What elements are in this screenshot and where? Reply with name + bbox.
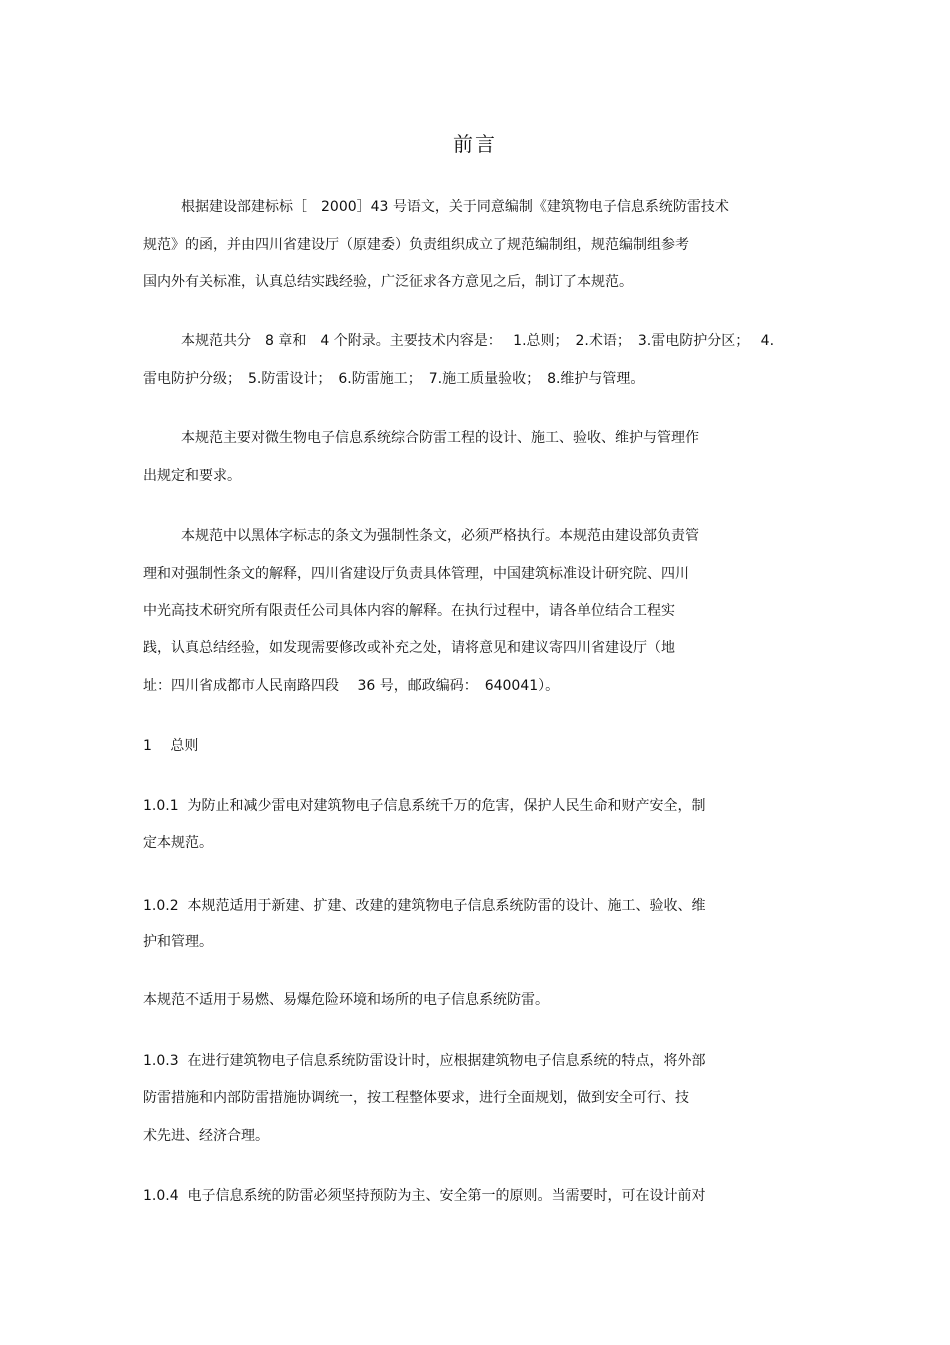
paragraph-line: 践，认真总结经验，如发现需要修改或补充之处，请将意见和建议寄四川省建设厅（地 — [143, 640, 675, 656]
clause-line: 术先进、经济合理。 — [143, 1128, 269, 1144]
paragraph-line: 根据建设部建标标［ 2000］43 号语文，关于同意编制《建筑物电子信息系统防雷技术 — [181, 199, 729, 215]
paragraph-line: 本规范中以黑体字标志的条文为强制性条文，必须严格执行。本规范由建设部负责管 — [181, 528, 699, 544]
clause-line: 1.0.3 在进行建筑物电子信息系统防雷设计时，应根据建筑物电子信息系统的特点，将外部 — [143, 1053, 706, 1069]
clause-line: 本规范不适用于易燃、易爆危险环境和场所的电子信息系统防雷。 — [143, 992, 549, 1008]
clause-line: 护和管理。 — [143, 934, 213, 950]
clause-line: 1.0.1 为防止和减少雷电对建筑物电子信息系统千万的危害，保护人民生命和财产安全，制 — [143, 798, 706, 814]
page-title: 前言 — [453, 132, 497, 156]
paragraph-line: 出规定和要求。 — [143, 468, 241, 484]
clause-line: 防雷措施和内部防雷措施协调统一，按工程整体要求，进行全面规划，做到安全可行、技 — [143, 1090, 689, 1106]
paragraph-line: 理和对强制性条文的解释，四川省建设厅负责具体管理，中国建筑标准设计研究院、四川 — [143, 566, 689, 582]
paragraph-line: 本规范共分 8 章和 4 个附录。主要技术内容是： 1.总则； 2.术语； 3.雷电防护分区； 4. — [181, 333, 775, 349]
clause-line: 1.0.2 本规范适用于新建、扩建、改建的建筑物电子信息系统防雷的设计、施工、验收、维 — [143, 898, 706, 914]
clause-line: 定本规范。 — [143, 835, 213, 851]
paragraph-line: 本规范主要对微生物电子信息系统综合防雷工程的设计、施工、验收、维护与管理作 — [181, 430, 699, 446]
paragraph-line: 国内外有关标准，认真总结实践经验，广泛征求各方意见之后，制订了本规范。 — [143, 274, 633, 290]
paragraph-line: 中光高技术研究所有限责任公司具体内容的解释。在执行过程中，请各单位结合工程实 — [143, 603, 675, 619]
paragraph-line: 规范》的函，并由四川省建设厅（原建委）负责组织成立了规范编制组，规范编制组参考 — [143, 237, 689, 253]
paragraph-line: 址：四川省成都市人民南路四段 36 号，邮政编码： 640041）。 — [143, 678, 560, 694]
clause-line: 1.0.4 电子信息系统的防雷必须坚持预防为主、安全第一的原则。当需要时，可在设计前对 — [143, 1188, 706, 1204]
paragraph-line: 雷电防护分级； 5.防雷设计； 6.防雷施工； 7.施工质量验收； 8.维护与管理。 — [143, 371, 645, 387]
section-heading: 1 总则 — [143, 738, 199, 754]
